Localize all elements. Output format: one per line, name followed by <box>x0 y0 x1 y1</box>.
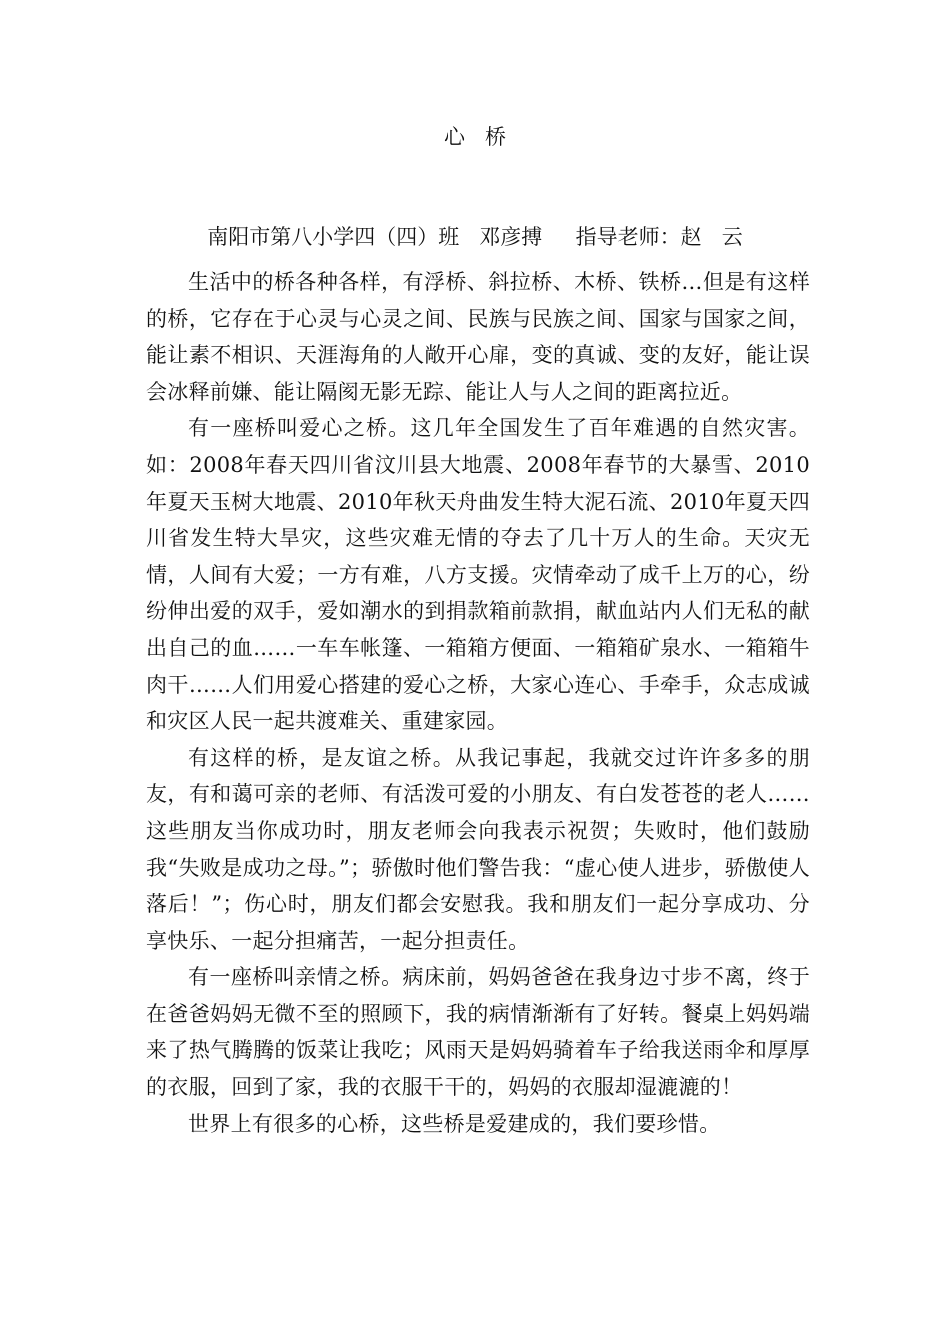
document-title: 心桥 <box>444 125 526 149</box>
paragraph-conclusion: 世界上有很多的心桥，这些桥是爱建成的，我们要珍惜。 <box>188 1111 721 1136</box>
paragraph-family-bridge: 有一座桥叫亲情之桥。病床前，妈妈爸爸在我身边寸步不离，终于在爸爸妈妈无微不至的照顾下，我的病情渐渐有了好转。餐桌上妈妈端来了热气腾腾的饭菜让我吃；风雨天是妈妈骑着车子给我送雨伞和厚厚的衣服，回到了家，我的衣服干干的，妈妈的衣服却湿漉漉的！ <box>146 965 810 1100</box>
paragraph-love-bridge: 有一座桥叫爱心之桥。这几年全国发生了百年难遇的自然灾害。如：2008年春天四川省汶川县大地震、2008年春节的大暴雪、2010年夏天玉树大地震、2010年秋天舟曲发生特大泥石流、2010年夏天四川省发生特大旱灾，这些灾难无情的夺去了几十万人的生命。天灾无情，人间有大爱；一方有难，八方支援。灾情牵动了成千上万的心，纷纷伸出爱的双手，爱如潮水的到捐款箱前款捐，献血站内人们无私的献出自己的血……一车车帐篷、一箱箱方便面、一箱箱矿泉水、一箱箱牛肉干……人们用爱心搭建的爱心之桥，大家心连心、手牵手，众志成诚和灾区人民一起共渡难关、重建家园。 <box>146 416 810 734</box>
author-byline: 南阳市第八小学四（四）班 邓彦搏 指导老师：赵 云 <box>207 225 743 249</box>
paragraph-friendship-bridge: 有这样的桥，是友谊之桥。从我记事起，我就交过许许多多的朋友，有和蔼可亲的老师、有活泼可爱的小朋友、有白发苍苍的老人……这些朋友当你成功时，朋友老师会向我表示祝贺；失败时，他们鼓励我“失败是成功之母。”；骄傲时他们警告我：“虚心使人进步，骄傲使人落后！”；伤心时，朋友们都会安慰我。我和朋友们一起分享成功、分享快乐、一起分担痛苦，一起分担责任。 <box>146 745 810 953</box>
paragraph-intro: 生活中的桥各种各样，有浮桥、斜拉桥、木桥、铁桥…但是有这样的桥，它存在于心灵与心灵之间、民族与民族之间、国家与国家之间，能让素不相识、天涯海角的人敞开心扉，变的真诚、变的友好，能让误会冰释前嫌、能让隔阂无影无踪、能让人与人之间的距离拉近。 <box>146 270 810 404</box>
essay-body <box>146 264 810 1142</box>
